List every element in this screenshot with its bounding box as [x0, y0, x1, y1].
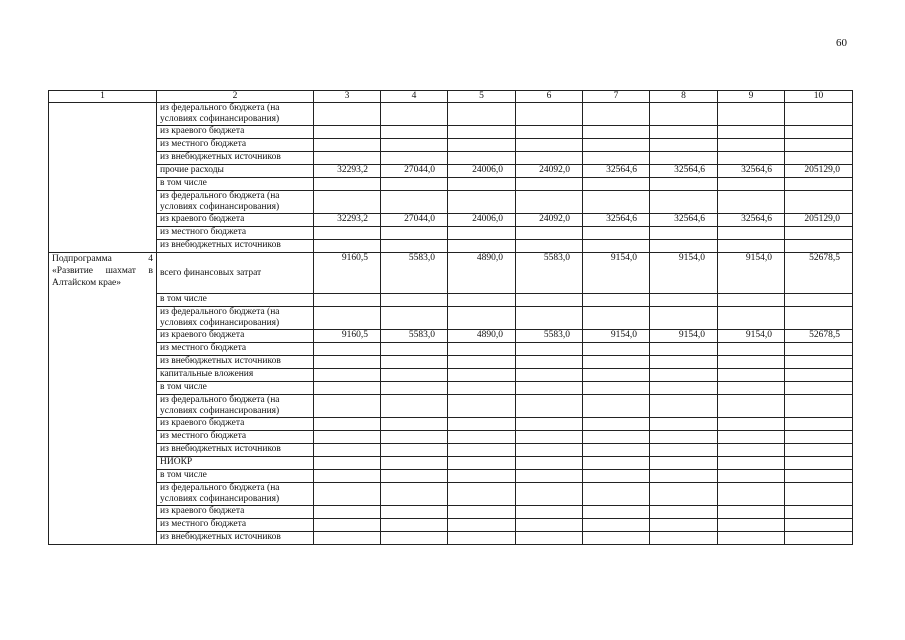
value-cell — [314, 343, 381, 356]
value-cell — [381, 152, 448, 165]
table-row — [49, 457, 853, 470]
value-cell — [583, 369, 650, 382]
value-cell — [314, 152, 381, 165]
value-cell — [785, 343, 853, 356]
value-cell: 9154,0 — [583, 253, 650, 294]
value-cell — [718, 191, 785, 214]
value-cell: 32564,6 — [718, 165, 785, 178]
value-cell — [314, 126, 381, 139]
program-cell — [49, 103, 157, 253]
value-cell — [516, 431, 583, 444]
value-cell: 24092,0 — [516, 214, 583, 227]
value-cell — [650, 191, 718, 214]
value-cell — [381, 382, 448, 395]
value-cell — [516, 483, 583, 506]
value-cell — [785, 178, 853, 191]
value-cell — [583, 483, 650, 506]
table-row — [49, 191, 853, 214]
value-cell — [516, 418, 583, 431]
table-row — [49, 152, 853, 165]
value-cell — [718, 457, 785, 470]
column-header: 6 — [516, 91, 583, 103]
value-cell — [314, 240, 381, 253]
value-cell — [448, 506, 516, 519]
table-row — [49, 165, 853, 178]
value-cell — [314, 294, 381, 307]
value-cell: 32293,2 — [314, 214, 381, 227]
value-cell — [314, 369, 381, 382]
value-cell — [650, 103, 718, 126]
value-cell: 5583,0 — [381, 253, 448, 294]
value-cell — [650, 139, 718, 152]
value-cell — [516, 139, 583, 152]
value-cell — [718, 483, 785, 506]
value-cell: 32293,2 — [314, 165, 381, 178]
value-cell — [785, 506, 853, 519]
value-cell — [516, 227, 583, 240]
table-row — [49, 470, 853, 483]
value-cell — [583, 418, 650, 431]
value-cell — [583, 126, 650, 139]
table-row — [49, 418, 853, 431]
value-cell — [718, 343, 785, 356]
value-cell — [718, 294, 785, 307]
value-cell — [516, 457, 583, 470]
value-cell: 4890,0 — [448, 330, 516, 343]
table-row — [49, 532, 853, 545]
value-cell — [785, 152, 853, 165]
value-cell — [583, 191, 650, 214]
table-row — [49, 483, 853, 506]
value-cell — [314, 227, 381, 240]
table-row — [49, 240, 853, 253]
value-cell — [583, 356, 650, 369]
value-cell: 4890,0 — [448, 253, 516, 294]
value-cell — [448, 227, 516, 240]
value-cell — [785, 103, 853, 126]
column-header: 10 — [785, 91, 853, 103]
value-cell — [381, 444, 448, 457]
value-cell — [718, 178, 785, 191]
value-cell — [718, 152, 785, 165]
value-cell — [314, 191, 381, 214]
value-cell — [448, 418, 516, 431]
row-label: из краевого бюджета — [157, 330, 314, 343]
value-cell — [583, 103, 650, 126]
value-cell — [314, 178, 381, 191]
value-cell — [448, 240, 516, 253]
table-row — [49, 178, 853, 191]
value-cell — [650, 369, 718, 382]
value-cell — [314, 431, 381, 444]
table-row — [49, 343, 853, 356]
column-header: 9 — [718, 91, 785, 103]
value-cell — [381, 356, 448, 369]
budget-table — [48, 90, 853, 545]
value-cell: 5583,0 — [516, 330, 583, 343]
value-cell — [381, 307, 448, 330]
value-cell — [516, 294, 583, 307]
value-cell — [785, 431, 853, 444]
value-cell — [516, 395, 583, 418]
value-cell: 32564,6 — [718, 214, 785, 227]
value-cell — [448, 369, 516, 382]
value-cell — [583, 444, 650, 457]
row-label: из местного бюджета — [157, 227, 314, 240]
row-label: из внебюджетных источников — [157, 152, 314, 165]
value-cell — [718, 307, 785, 330]
table-row — [49, 126, 853, 139]
value-cell — [785, 382, 853, 395]
value-cell — [448, 457, 516, 470]
value-cell — [785, 470, 853, 483]
value-cell — [785, 519, 853, 532]
value-cell — [583, 294, 650, 307]
value-cell — [448, 343, 516, 356]
value-cell — [448, 152, 516, 165]
value-cell — [583, 152, 650, 165]
header-row — [49, 91, 853, 103]
row-label: из краевого бюджета — [157, 126, 314, 139]
row-label: из федерального бюджета (на условиях софинансирования) — [157, 307, 314, 330]
table-row — [49, 369, 853, 382]
value-cell — [583, 343, 650, 356]
value-cell — [583, 307, 650, 330]
value-cell — [381, 126, 448, 139]
value-cell — [448, 431, 516, 444]
value-cell — [314, 356, 381, 369]
value-cell — [381, 227, 448, 240]
value-cell — [650, 307, 718, 330]
column-header: 2 — [157, 91, 314, 103]
value-cell — [650, 343, 718, 356]
table-row — [49, 253, 853, 294]
value-cell: 9154,0 — [718, 330, 785, 343]
column-header: 7 — [583, 91, 650, 103]
value-cell — [381, 343, 448, 356]
value-cell — [381, 532, 448, 545]
value-cell — [314, 457, 381, 470]
value-cell — [314, 444, 381, 457]
value-cell — [583, 227, 650, 240]
value-cell — [314, 519, 381, 532]
row-label: из внебюджетных источников — [157, 532, 314, 545]
table-row — [49, 294, 853, 307]
value-cell — [516, 444, 583, 457]
value-cell — [516, 178, 583, 191]
value-cell — [718, 103, 785, 126]
value-cell — [718, 369, 785, 382]
value-cell — [650, 227, 718, 240]
value-cell — [785, 457, 853, 470]
value-cell — [785, 483, 853, 506]
row-label: из краевого бюджета — [157, 214, 314, 227]
row-label: в том числе — [157, 294, 314, 307]
row-label: прочие расходы — [157, 165, 314, 178]
value-cell: 9160,5 — [314, 330, 381, 343]
value-cell — [785, 395, 853, 418]
value-cell: 27044,0 — [381, 214, 448, 227]
value-cell — [718, 519, 785, 532]
value-cell — [314, 418, 381, 431]
value-cell — [785, 532, 853, 545]
value-cell — [718, 227, 785, 240]
value-cell — [516, 470, 583, 483]
value-cell — [448, 444, 516, 457]
row-label: всего финансовых затрат — [157, 253, 314, 294]
value-cell: 24006,0 — [448, 165, 516, 178]
value-cell — [650, 294, 718, 307]
value-cell — [650, 418, 718, 431]
value-cell — [718, 444, 785, 457]
value-cell — [448, 307, 516, 330]
row-label: капитальные вложения — [157, 369, 314, 382]
row-label: из федерального бюджета (на условиях софинансирования) — [157, 191, 314, 214]
value-cell — [583, 240, 650, 253]
column-header: 3 — [314, 91, 381, 103]
page-number: 60 — [836, 37, 847, 49]
value-cell: 32564,6 — [583, 165, 650, 178]
table-row — [49, 214, 853, 227]
value-cell — [650, 126, 718, 139]
value-cell — [314, 382, 381, 395]
row-label: из местного бюджета — [157, 431, 314, 444]
row-label: из федерального бюджета (на условиях софинансирования) — [157, 395, 314, 418]
column-header: 8 — [650, 91, 718, 103]
value-cell — [448, 519, 516, 532]
row-label: в том числе — [157, 178, 314, 191]
column-header: 5 — [448, 91, 516, 103]
row-label: из краевого бюджета — [157, 418, 314, 431]
value-cell — [381, 506, 448, 519]
value-cell — [583, 382, 650, 395]
value-cell — [516, 506, 583, 519]
row-label: в том числе — [157, 470, 314, 483]
value-cell — [650, 470, 718, 483]
value-cell — [583, 395, 650, 418]
value-cell — [718, 506, 785, 519]
value-cell — [650, 382, 718, 395]
value-cell — [583, 457, 650, 470]
value-cell — [583, 506, 650, 519]
value-cell — [381, 191, 448, 214]
value-cell — [650, 356, 718, 369]
value-cell — [718, 418, 785, 431]
value-cell — [448, 470, 516, 483]
value-cell: 5583,0 — [516, 253, 583, 294]
value-cell — [448, 395, 516, 418]
value-cell — [314, 103, 381, 126]
value-cell — [718, 431, 785, 444]
value-cell — [448, 178, 516, 191]
value-cell — [583, 178, 650, 191]
value-cell: 9154,0 — [650, 330, 718, 343]
value-cell — [314, 483, 381, 506]
table-row — [49, 356, 853, 369]
row-label: из внебюджетных источников — [157, 240, 314, 253]
value-cell: 9154,0 — [583, 330, 650, 343]
table-row — [49, 103, 853, 126]
value-cell: 24092,0 — [516, 165, 583, 178]
value-cell — [583, 532, 650, 545]
value-cell — [314, 139, 381, 152]
value-cell — [650, 506, 718, 519]
row-label: из внебюджетных источников — [157, 356, 314, 369]
value-cell — [718, 139, 785, 152]
value-cell — [583, 519, 650, 532]
value-cell: 9154,0 — [650, 253, 718, 294]
value-cell — [448, 139, 516, 152]
value-cell — [650, 444, 718, 457]
value-cell — [718, 470, 785, 483]
table-row — [49, 330, 853, 343]
value-cell — [516, 343, 583, 356]
value-cell — [583, 431, 650, 444]
value-cell — [381, 294, 448, 307]
value-cell — [516, 532, 583, 545]
value-cell — [650, 152, 718, 165]
value-cell — [785, 126, 853, 139]
value-cell — [448, 294, 516, 307]
column-header: 4 — [381, 91, 448, 103]
value-cell — [381, 483, 448, 506]
value-cell — [516, 152, 583, 165]
column-header: 1 — [49, 91, 157, 103]
row-label: из местного бюджета — [157, 519, 314, 532]
value-cell — [381, 457, 448, 470]
value-cell: 9160,5 — [314, 253, 381, 294]
row-label: из внебюджетных источников — [157, 444, 314, 457]
value-cell — [650, 532, 718, 545]
value-cell — [718, 356, 785, 369]
value-cell — [650, 240, 718, 253]
row-label: из федерального бюджета (на условиях софинансирования) — [157, 483, 314, 506]
value-cell — [314, 395, 381, 418]
value-cell — [583, 139, 650, 152]
value-cell — [785, 139, 853, 152]
row-label: в том числе — [157, 382, 314, 395]
value-cell: 52678,5 — [785, 330, 853, 343]
value-cell — [448, 356, 516, 369]
value-cell: 9154,0 — [718, 253, 785, 294]
value-cell — [583, 470, 650, 483]
table-row — [49, 382, 853, 395]
table-row — [49, 444, 853, 457]
table-row — [49, 395, 853, 418]
value-cell — [785, 307, 853, 330]
value-cell: 52678,5 — [785, 253, 853, 294]
table-row — [49, 227, 853, 240]
value-cell — [381, 240, 448, 253]
value-cell — [448, 126, 516, 139]
value-cell — [718, 395, 785, 418]
value-cell — [718, 532, 785, 545]
value-cell — [448, 103, 516, 126]
value-cell: 32564,6 — [583, 214, 650, 227]
value-cell — [448, 382, 516, 395]
value-cell: 205129,0 — [785, 214, 853, 227]
value-cell — [718, 126, 785, 139]
value-cell: 27044,0 — [381, 165, 448, 178]
value-cell — [381, 519, 448, 532]
value-cell — [516, 369, 583, 382]
table-row — [49, 519, 853, 532]
value-cell — [785, 191, 853, 214]
row-label: из местного бюджета — [157, 343, 314, 356]
value-cell: 24006,0 — [448, 214, 516, 227]
table-body — [49, 91, 853, 545]
value-cell — [314, 470, 381, 483]
table-row — [49, 506, 853, 519]
value-cell — [448, 483, 516, 506]
value-cell — [381, 418, 448, 431]
value-cell — [314, 506, 381, 519]
row-label: из федерального бюджета (на условиях софинансирования) — [157, 103, 314, 126]
value-cell — [785, 240, 853, 253]
value-cell — [516, 356, 583, 369]
value-cell — [785, 227, 853, 240]
table-row — [49, 139, 853, 152]
value-cell: 32564,6 — [650, 214, 718, 227]
value-cell — [314, 532, 381, 545]
value-cell — [516, 126, 583, 139]
value-cell — [718, 240, 785, 253]
value-cell — [516, 382, 583, 395]
row-label: из местного бюджета — [157, 139, 314, 152]
row-label: НИОКР — [157, 457, 314, 470]
value-cell — [650, 178, 718, 191]
value-cell — [516, 519, 583, 532]
value-cell — [381, 178, 448, 191]
value-cell: 205129,0 — [785, 165, 853, 178]
value-cell: 32564,6 — [650, 165, 718, 178]
value-cell — [785, 356, 853, 369]
value-cell — [381, 431, 448, 444]
value-cell — [448, 191, 516, 214]
value-cell — [516, 307, 583, 330]
value-cell — [381, 103, 448, 126]
value-cell — [381, 139, 448, 152]
value-cell — [314, 307, 381, 330]
table-row — [49, 307, 853, 330]
value-cell — [718, 382, 785, 395]
row-label: из краевого бюджета — [157, 506, 314, 519]
value-cell — [381, 369, 448, 382]
value-cell — [650, 483, 718, 506]
value-cell — [516, 240, 583, 253]
value-cell — [516, 191, 583, 214]
value-cell — [785, 369, 853, 382]
value-cell — [650, 395, 718, 418]
value-cell — [448, 532, 516, 545]
value-cell — [785, 294, 853, 307]
value-cell — [516, 103, 583, 126]
value-cell — [381, 395, 448, 418]
value-cell — [785, 418, 853, 431]
value-cell: 5583,0 — [381, 330, 448, 343]
value-cell — [785, 444, 853, 457]
value-cell — [650, 519, 718, 532]
value-cell — [650, 431, 718, 444]
table-row — [49, 431, 853, 444]
value-cell — [381, 470, 448, 483]
value-cell — [650, 457, 718, 470]
subprogram-title: Подпрограмма 4 «Развитие шахмат в Алтайском крае» — [49, 253, 157, 545]
